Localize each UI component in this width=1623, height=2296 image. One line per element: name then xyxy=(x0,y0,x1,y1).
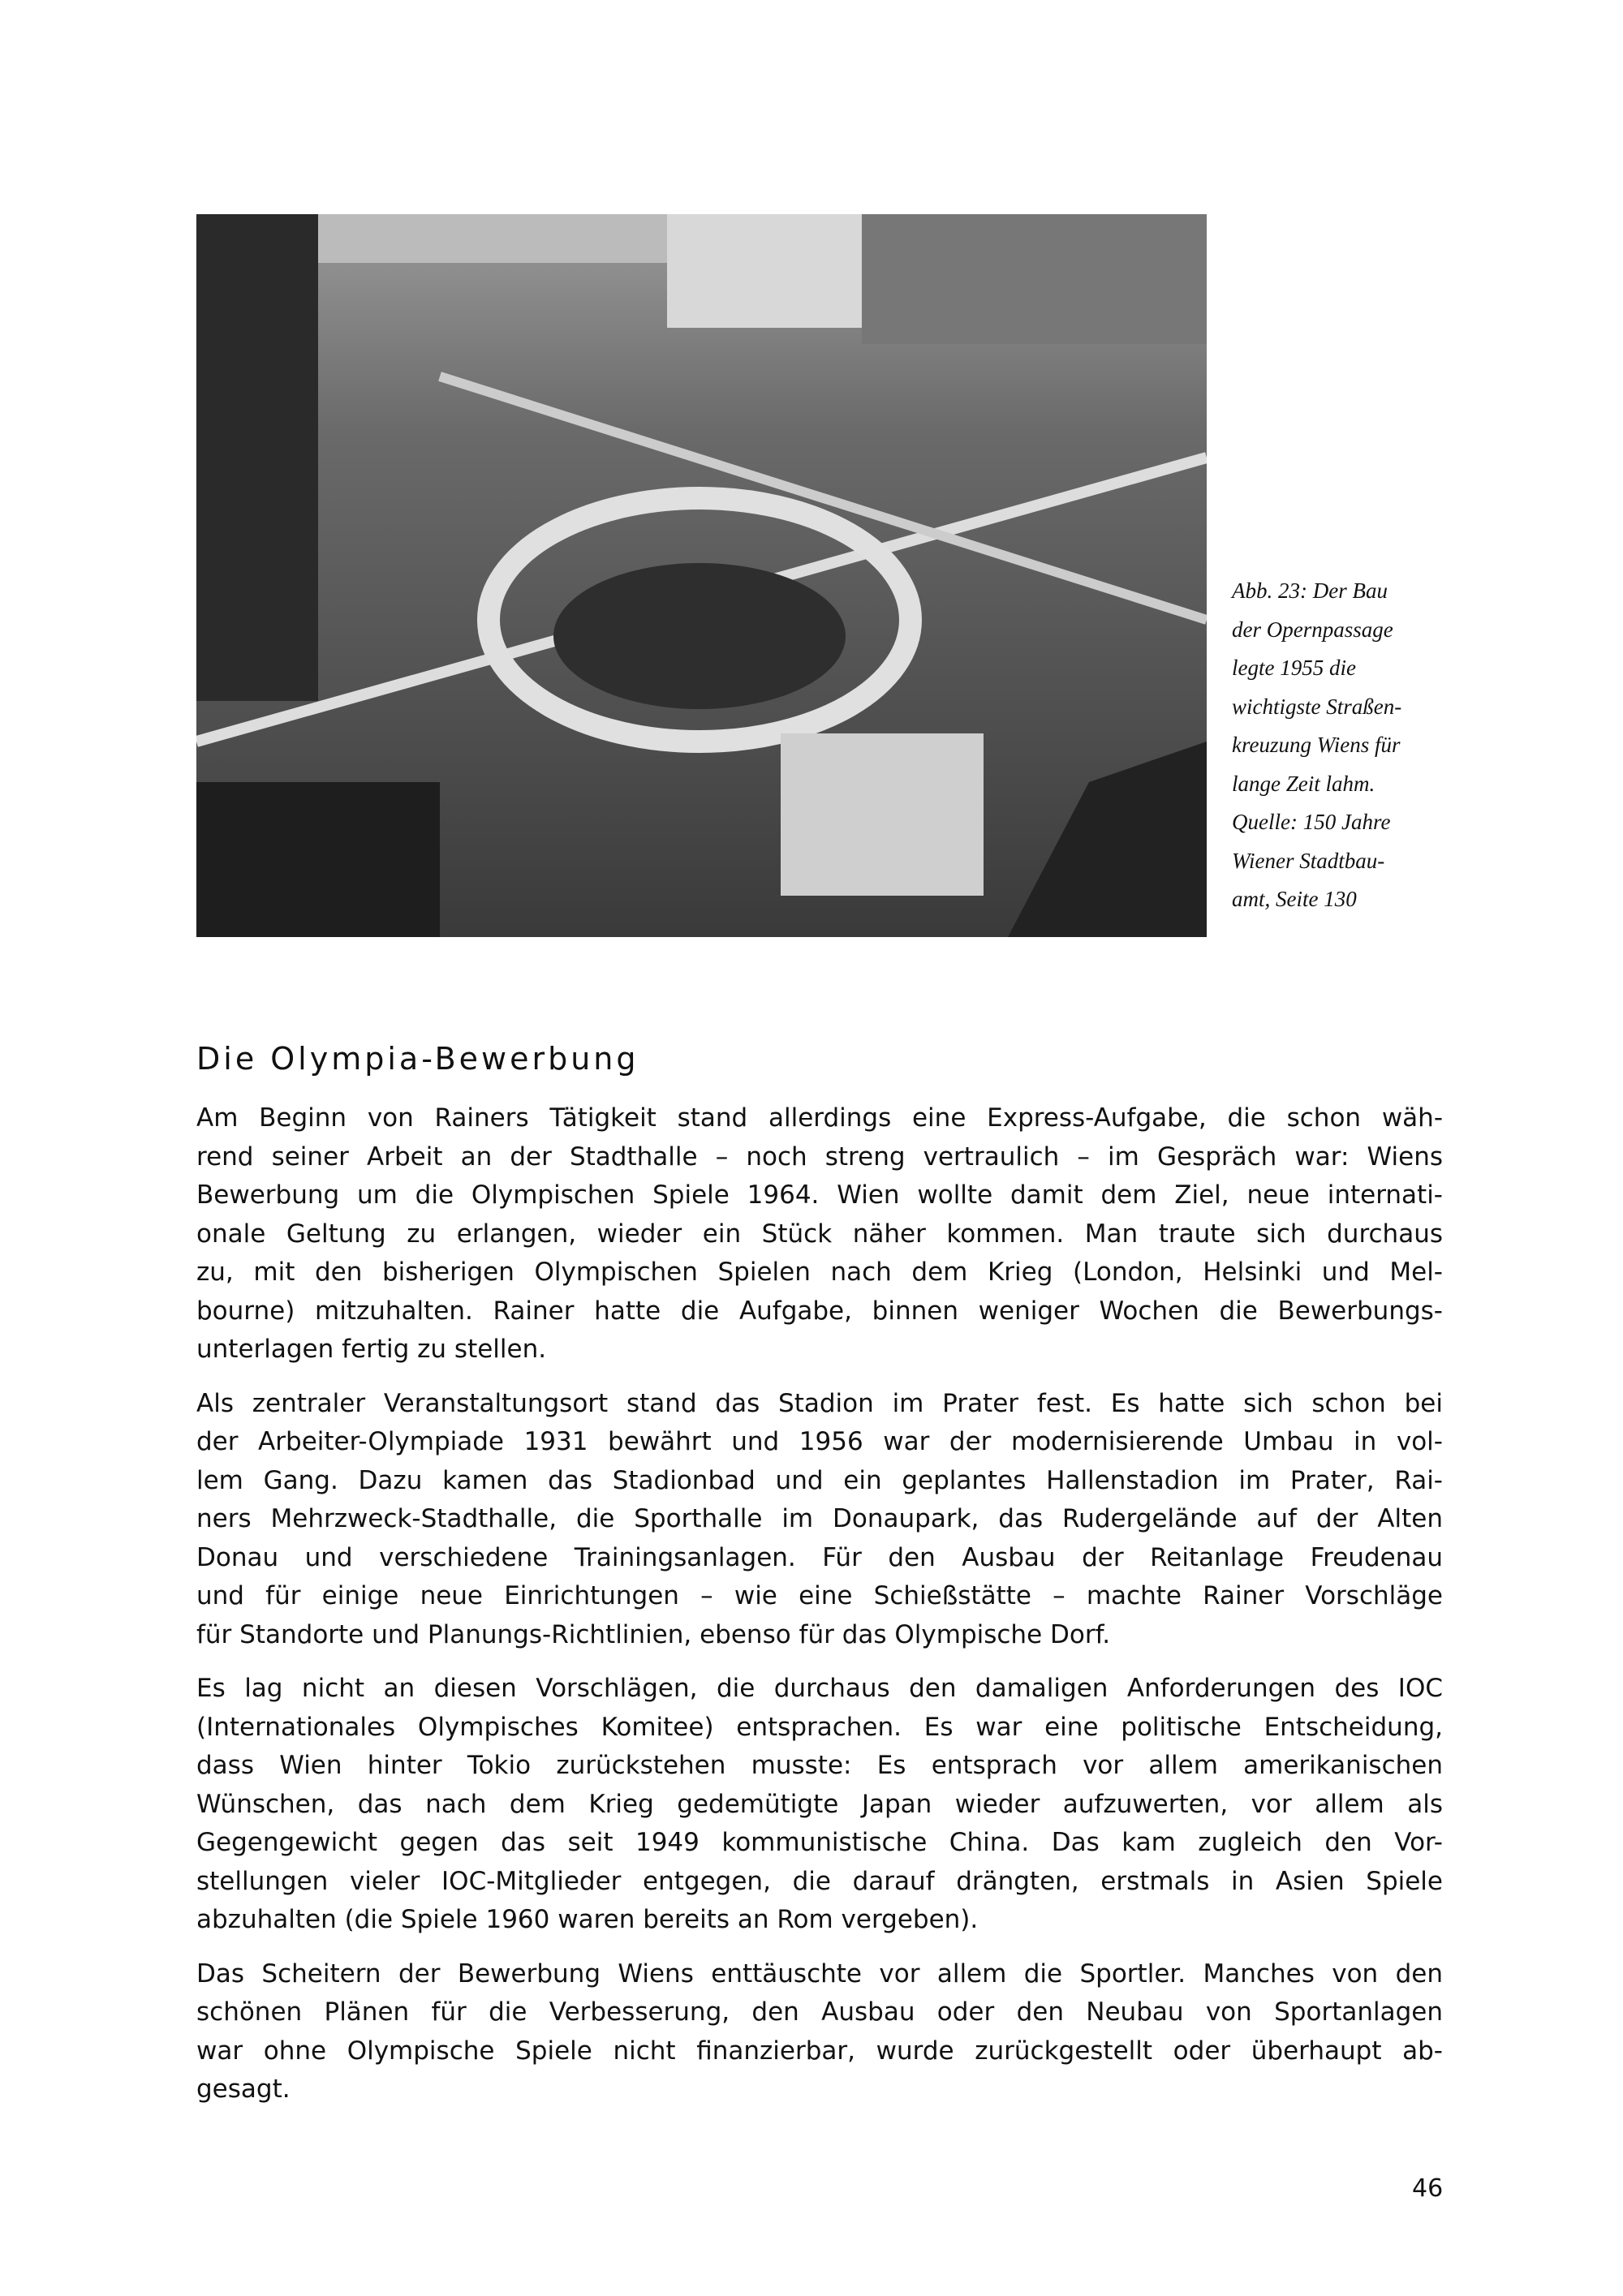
text-line: Gegengewicht gegen das seit 1949 kommunistische China. Das kam zugleich den Vor- xyxy=(196,1828,1443,1857)
body-text xyxy=(196,1099,1443,2125)
text-line: Bewerbung um die Olympischen Spiele 1964. Wien wollte damit dem Ziel, neue internati- xyxy=(196,1180,1443,1210)
section-heading: Die Olympia-Bewerbung xyxy=(196,1041,639,1077)
figure-caption xyxy=(1232,572,1443,919)
text-line: bourne) mitzuhalten. Rainer hatte die Aufgabe, binnen weniger Wochen die Bewerbungs- xyxy=(196,1296,1443,1326)
text-line: rend seiner Arbeit an der Stadthalle – noch streng vertraulich – im Gespräch war: Wiens xyxy=(196,1142,1443,1172)
text-line: Wünschen, das nach dem Krieg gedemütigte Japan wieder aufzuwerten, vor allem als xyxy=(196,1789,1443,1819)
caption-line: Quelle: 150 Jahre xyxy=(1232,810,1391,834)
page-number: 46 xyxy=(1412,2174,1444,2203)
text-line: war ohne Olympische Spiele nicht finanzierbar, wurde zurückgestellt oder überhaupt ab- xyxy=(196,2036,1443,2066)
text-line: Es lag nicht an diesen Vorschlägen, die durchaus den damaligen Anforderungen des IOC xyxy=(196,1674,1443,1703)
text-line: unterlagen fertig zu stellen. xyxy=(196,1335,547,1364)
text-line: schönen Plänen für die Verbesserung, den Ausbau oder den Neubau von Sportanlagen xyxy=(196,1997,1443,2027)
text-line: onale Geltung zu erlangen, wieder ein Stück näher kommen. Man traute sich durchaus xyxy=(196,1219,1443,1249)
text-line: der Arbeiter-Olympiade 1931 bewährt und 1956 war der modernisierende Umbau in vol- xyxy=(196,1427,1443,1456)
paragraph xyxy=(196,1099,1443,1369)
caption-line: kreuzung Wiens für xyxy=(1232,733,1401,757)
paragraph xyxy=(196,1955,1443,2109)
paragraph xyxy=(196,1385,1443,1655)
caption-line: Wiener Stadtbau- xyxy=(1232,848,1385,873)
text-line: ners Mehrzweck-Stadthalle, die Sporthalle im Donaupark, das Rudergelände auf der Alten xyxy=(196,1504,1443,1533)
caption-line: legte 1955 die xyxy=(1232,656,1356,680)
text-line: stellungen vieler IOC-Mitglieder entgegen, die darauf drängten, erstmals in Asien Spiele xyxy=(196,1866,1443,1896)
text-line: (Internationales Olympisches Komitee) entsprachen. Es war eine politische Entscheidung, xyxy=(196,1712,1443,1742)
text-line: dass Wien hinter Tokio zurückstehen musste: Es entsprach vor allem amerikanischen xyxy=(196,1751,1443,1780)
text-line: für Standorte und Planungs-Richtlinien, ebenso für das Olympische Dorf. xyxy=(196,1619,1111,1649)
caption-line: lange Zeit lahm. xyxy=(1232,771,1375,796)
text-line: Am Beginn von Rainers Tätigkeit stand allerdings eine Express-Aufgabe, die schon wäh- xyxy=(196,1103,1443,1133)
text-line: zu, mit den bisherigen Olympischen Spielen nach dem Krieg (London, Helsinki und Mel- xyxy=(196,1258,1443,1287)
caption-line: Abb. 23: Der Bau xyxy=(1232,578,1388,603)
text-line: Das Scheitern der Bewerbung Wiens enttäuschte vor allem die Sportler. Manches von den xyxy=(196,1958,1443,1989)
caption-line: der Opernpassage xyxy=(1232,617,1393,642)
text-line: abzuhalten (die Spiele 1960 waren bereits an Rom vergeben). xyxy=(196,1905,979,1934)
caption-line: wichtigste Straßen- xyxy=(1232,694,1402,719)
text-line: Donau und verschiedene Trainingsanlagen. Für den Ausbau der Reitanlage Freudenau xyxy=(196,1542,1443,1572)
paragraph xyxy=(196,1670,1443,1940)
text-line: Als zentraler Veranstaltungsort stand das Stadion im Prater fest. Es hatte sich schon bei xyxy=(196,1388,1443,1418)
caption-line: amt, Seite 130 xyxy=(1232,887,1357,911)
text-line: lem Gang. Dazu kamen das Stadionbad und ein geplantes Hallenstadion im Prater, Rai- xyxy=(196,1465,1443,1495)
construction-photo xyxy=(196,214,1207,937)
text-line: und für einige neue Einrichtungen – wie eine Schießstätte – machte Rainer Vorschläge xyxy=(196,1581,1443,1610)
text-line: gesagt. xyxy=(196,2075,291,2104)
